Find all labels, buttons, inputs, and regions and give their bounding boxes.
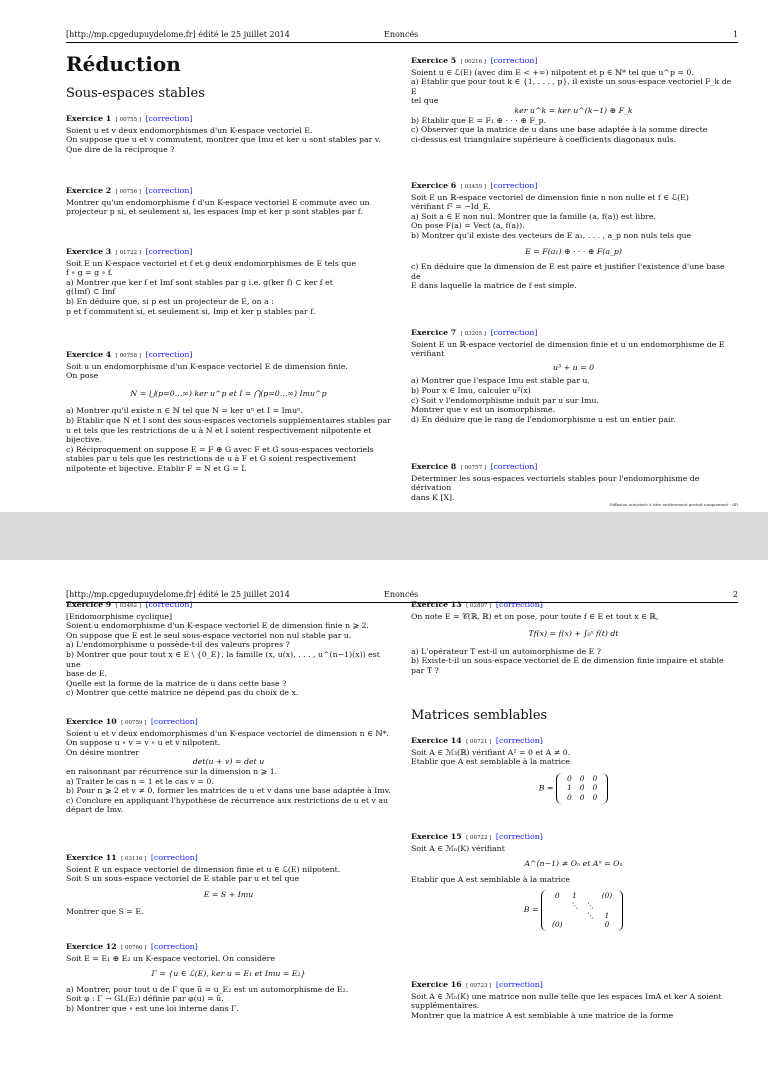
exercise-number: [ 01722 ] xyxy=(115,250,141,256)
exercise-line: a) Montrer qu'il existe n ∈ ℕ tel que N = ker uⁿ et I = Imuⁿ. xyxy=(66,406,303,416)
exercise-number: [ 00722 ] xyxy=(466,835,492,841)
exercise-line: a) Soit a ∈ E non nul. Montrer que la famille (a, f(a)) est libre. xyxy=(411,211,656,221)
section-title: Matrices semblables xyxy=(411,708,548,723)
equation: ker u^k = ker u^(k−1) ⊕ F_k xyxy=(514,105,633,115)
matrix-cell: 0 xyxy=(592,792,598,802)
exercise-line: Soit u un endomorphisme d'un K-espace vectoriel E de dimension finie. xyxy=(66,361,348,371)
exercise-title: Exercice 5 xyxy=(411,56,457,65)
exercise-line: a) L'opérateur T est-il un automorphisme de E ? xyxy=(411,646,601,656)
exercise-line: supplémentaires. xyxy=(411,1001,480,1011)
matrix-cell: 0 xyxy=(566,792,572,802)
exercise-7 xyxy=(411,328,736,424)
exercise-line: a) Montrer que l'espace Imu est stable par u. xyxy=(411,376,590,386)
exercise-number: [ 03205 ] xyxy=(460,331,486,337)
exercise-title: Exercice 6 xyxy=(411,181,457,190)
matrix-cell: 0 xyxy=(579,783,585,793)
exercise-title: Exercice 2 xyxy=(66,186,112,195)
correction-link[interactable]: [correction] xyxy=(490,181,538,190)
correction-link[interactable]: [correction] xyxy=(495,980,543,989)
exercise-title: Exercice 15 xyxy=(411,832,462,841)
exercise-14 xyxy=(411,736,736,810)
exercise-line: Soit φ : Γ → GL(E₂) définie par φ(u) = ũ. xyxy=(66,994,224,1004)
exercise-line: a) Etablir que pour tout k ∈ {1, . . . , p}, il existe un sous-espace vectoriel F_k de E xyxy=(411,77,732,96)
section-title: Sous-espaces stables xyxy=(66,86,205,101)
equation: E = S + Imu xyxy=(203,889,254,899)
header-rule xyxy=(66,42,738,43)
exercise-line: Soit A ∈ ℳ₃(ℝ) vérifiant A² = 0 et A ≠ 0. xyxy=(411,747,571,757)
exercise-line: f ∘ g = g ∘ f. xyxy=(66,268,114,278)
matrix-cell: 1 xyxy=(566,783,572,793)
exercise-number: [ 00723 ] xyxy=(466,983,492,989)
exercise-line: Soit E un K-espace vectoriel et f et g deux endomorphismes de E tels que xyxy=(66,258,356,268)
exercise-line: Déterminer les sous-espaces vectoriels stables pour l'endomorphisme de dérivation xyxy=(411,473,700,493)
exercise-number: [ 00216 ] xyxy=(460,59,486,65)
matrix-cell xyxy=(582,891,598,901)
matrix-block xyxy=(411,773,736,804)
exercise-line: tel que xyxy=(411,96,439,106)
exercise-2 xyxy=(66,186,391,217)
exercise-number: [ 00755 ] xyxy=(115,117,141,123)
exercise-line: On suppose u ∘ v = v ∘ u et v nilpotent. xyxy=(66,738,221,748)
exercise-number: [ 03462 ] xyxy=(115,603,141,609)
exercise-line: b) Existe-t-il un sous-espace vectoriel de E de dimension finie impaire et stable xyxy=(411,656,724,666)
exercise-line: b) Pour x ∈ Imu, calculer u²(x) xyxy=(411,385,531,395)
exercise-line: g(Imf) ⊂ Imf xyxy=(66,287,116,297)
correction-link[interactable]: [correction] xyxy=(150,853,198,862)
exercise-line: b) Montrer que pour tout x ∈ E \ {0_E}, la famille (x, u(x), . . . , u^(n−1)(x)) est une xyxy=(66,649,380,669)
matrix-label: B = xyxy=(538,783,554,793)
exercise-line: en raisonnant par récurrence sur la dimension n ⩾ 1. xyxy=(66,766,278,776)
header-url: [http://mp.cpgedupuydelome.fr] édité le 25 juillet 2014 xyxy=(66,590,290,599)
exercise-3 xyxy=(66,247,391,316)
exercise-title: Exercice 9 xyxy=(66,600,112,609)
exercise-title: Exercice 11 xyxy=(66,853,117,862)
exercise-number: [ 03116 ] xyxy=(121,856,147,862)
exercise-line: bijective. xyxy=(66,435,103,445)
exercise-line: vérifiant xyxy=(411,349,445,359)
exercise-line: Soit S un sous-espace vectoriel de E stable par u et tel que xyxy=(66,874,300,884)
exercise-line: Soit A ∈ ℳₙ(K) une matrice non nulle telle que les espaces ImA et ker A soient xyxy=(411,991,722,1001)
exercise-line: Que dire de la réciproque ? xyxy=(66,144,175,154)
exercise-line: Soient u et v deux endomorphismes d'un K-espace vectoriel E. xyxy=(66,125,313,135)
header-page-number: 1 xyxy=(732,30,738,39)
matrix-cell: 1 xyxy=(571,891,577,901)
matrix-cell xyxy=(598,901,617,911)
exercise-line: c) Réciproquement on suppose E = F ⊕ G avec F et G sous-espaces vectoriels xyxy=(66,444,374,454)
equation: E = F(a₁) ⊕ · · · ⊕ F(a_p) xyxy=(525,246,622,256)
exercise-line: c) Conclure en appliquant l'hypothèse de récurrence aux restrictions de u et v au xyxy=(66,795,389,805)
matrix-cell: 0 xyxy=(592,783,598,793)
exercise-line: a) L'endomorphisme u possède-t-il des valeurs propres ? xyxy=(66,640,290,650)
exercise-title: Exercice 4 xyxy=(66,350,112,359)
exercise-line: On suppose que u et v commutent, montrer que Imu et ker u sont stables par v. xyxy=(66,135,381,145)
exercise-line: Soient u et v deux endomorphismes d'un K-espace vectoriel de dimension n ∈ ℕ*. xyxy=(66,728,389,738)
equation: Tf(x) = f(x) + ∫₀ˣ f(t) dt xyxy=(528,629,619,639)
exercise-line: On désire montrer xyxy=(66,747,140,757)
correction-link[interactable]: [correction] xyxy=(145,350,193,359)
exercise-13 xyxy=(411,600,736,676)
exercise-line: a) Traiter le cas n = 1 et le cas v = 0. xyxy=(66,776,214,786)
matrix-cell: ⋱ xyxy=(586,910,594,920)
exercise-line: a) Montrer, pour tout u de Γ que ũ = u_E₂ est un automorphisme de E₂. xyxy=(66,984,349,994)
exercise-line: b) Etablir que N et I sont des sous-espaces vectoriels supplémentaires stables par xyxy=(66,415,391,425)
exercise-line: Montrer que S = E. xyxy=(66,907,144,917)
correction-link[interactable]: [correction] xyxy=(150,717,198,726)
page-1 xyxy=(0,0,768,512)
exercise-15 xyxy=(411,832,736,937)
exercise-title: Exercice 3 xyxy=(66,247,112,256)
exercise-6 xyxy=(411,181,736,291)
matrix xyxy=(556,773,608,804)
exercise-number: [ 02897 ] xyxy=(466,603,492,609)
matrix-cell: 0 xyxy=(579,792,585,802)
exercise-title: Exercice 7 xyxy=(411,328,457,337)
correction-link[interactable]: [correction] xyxy=(145,114,193,123)
exercise-title: Exercice 8 xyxy=(411,462,457,471)
exercise-line: dans K [X]. xyxy=(411,492,455,502)
matrix-cell: 0 xyxy=(566,773,572,783)
chapter-title: Réduction xyxy=(66,52,181,76)
exercise-title: Exercice 12 xyxy=(66,942,117,951)
equation: det(u + v) = det u xyxy=(192,757,265,767)
exercise-number: [ 00757 ] xyxy=(460,465,486,471)
exercise-line: Montrer que v est un isomorphisme. xyxy=(411,405,556,415)
exercise-8 xyxy=(411,462,736,502)
exercise-line: stables par u tels que les restrictions de u à F et G soient respectivement xyxy=(66,454,357,464)
exercise-number: [ 00721 ] xyxy=(466,739,492,745)
exercise-10 xyxy=(66,717,391,815)
matrix-cell xyxy=(582,920,598,930)
exercise-line: b) En déduire que, si p est un projecteur de E, on a : xyxy=(66,296,274,306)
exercise-number: [ 00756 ] xyxy=(115,189,141,195)
correction-link[interactable]: [correction] xyxy=(150,942,198,951)
exercise-title: Exercice 16 xyxy=(411,980,462,989)
exercise-11 xyxy=(66,853,391,917)
matrix-label: B = xyxy=(523,905,539,915)
correction-link[interactable]: [correction] xyxy=(490,56,538,65)
exercise-title: Exercice 10 xyxy=(66,717,117,726)
correction-link[interactable]: [correction] xyxy=(490,328,538,337)
matrix-cell xyxy=(548,911,567,921)
exercise-title: Exercice 14 xyxy=(411,736,462,745)
exercise-number: [ 00759 ] xyxy=(121,720,147,726)
exercise-9 xyxy=(66,600,391,698)
matrix-cell xyxy=(548,901,567,911)
exercise-line: d) En déduire que le rang de l'endomorphisme u est un entier pair. xyxy=(411,414,676,424)
exercise-line: départ de Imv. xyxy=(66,805,124,815)
correction-link[interactable]: [correction] xyxy=(490,462,538,471)
matrix xyxy=(541,890,623,930)
exercise-line: E dans laquelle la matrice de f est simple. xyxy=(411,281,577,291)
exercise-line: par T ? xyxy=(411,665,439,675)
page-footer: Diffusion autorisée à titre entièrement gratuit uniquement - dD xyxy=(609,502,738,507)
page-2 xyxy=(0,560,768,1072)
exercise-12 xyxy=(66,942,391,1014)
exercise-line: u et tels que les restrictions de u à N et I soient respectivement nilpotente et xyxy=(66,425,372,435)
equation: Γ = {u ∈ ℒ(E), ker u = E₁ et Imu = E₂} xyxy=(151,969,306,979)
matrix-cell xyxy=(567,911,583,921)
matrix-cell xyxy=(567,920,583,930)
header-center: Enoncés xyxy=(384,590,419,599)
matrix-cell: 0 xyxy=(604,920,610,930)
exercise-line: Montrer qu'un endomorphisme f d'un K-espace vectoriel E commute avec un xyxy=(66,197,370,207)
exercise-number: [ 00760 ] xyxy=(121,945,147,951)
correction-link[interactable]: [correction] xyxy=(495,600,543,609)
exercise-16 xyxy=(411,980,736,1020)
exercise-line: base de E. xyxy=(66,669,107,679)
correction-link[interactable]: [correction] xyxy=(145,186,193,195)
equation: u³ + u = 0 xyxy=(552,362,595,372)
matrix-cell: 0 xyxy=(579,773,585,783)
correction-link[interactable]: [correction] xyxy=(495,832,543,841)
exercise-line: nilpotente et bijective. Etablir F = N et G = I. xyxy=(66,463,247,473)
correction-link[interactable]: [correction] xyxy=(495,736,543,745)
exercise-line: Montrer que la matrice A est semblable à une matrice de la forme xyxy=(411,1010,674,1020)
matrix-cell: (0) xyxy=(601,891,613,901)
exercise-line: b) Etablir que E = F₁ ⊕ · · · ⊕ F_p. xyxy=(411,115,547,125)
exercise-line: c) Soit v l'endomorphisme induit par u sur Imu. xyxy=(411,395,599,405)
matrix-cell: 0 xyxy=(592,773,598,783)
equation: N = ⋃(p=0…∞) ker u^p et I = ⋂(p=0…∞) Imu^p xyxy=(130,388,327,398)
exercise-line: Quelle est la forme de la matrice de u dans cette base ? xyxy=(66,678,287,688)
matrix-cell: ⋱ xyxy=(586,900,594,910)
exercise-line: vérifiant f² = −Id_E. xyxy=(411,202,491,212)
exercise-line: c) En déduire que la dimension de E est paire et justifier l'existence d'une base de xyxy=(411,262,725,281)
exercise-number: [ 00758 ] xyxy=(115,353,141,359)
exercise-line: Soit A ∈ ℳₙ(K) vérifiant xyxy=(411,843,505,853)
exercise-line: Soit E = E₁ ⊕ E₂ un K-espace vectoriel. On considère xyxy=(66,953,275,963)
exercise-line: p et f commutent si, et seulement si, Imp et ker p stables par f. xyxy=(66,306,316,316)
correction-link[interactable]: [correction] xyxy=(145,600,193,609)
exercise-number: [ 03459 ] xyxy=(460,184,486,190)
exercise-line: On note E = 𝒞(ℝ, ℝ) et on pose, pour toute f ∈ E et tout x ∈ ℝ, xyxy=(411,611,659,621)
matrix-block xyxy=(411,890,736,930)
exercise-line: On pose F(a) = Vect (a, f(a)). xyxy=(411,221,525,231)
header-center: Enoncés xyxy=(384,30,419,39)
exercise-line: Soit E un ℝ-espace vectoriel de dimension finie n non nulle et f ∈ ℒ(E) xyxy=(411,192,689,202)
exercise-title: Exercice 1 xyxy=(66,114,112,123)
exercise-line: b) Pour n ⩾ 2 et v ≠ 0, former les matrices de u et v dans une base adaptée à Imv. xyxy=(66,786,391,796)
exercise-line: Soient u ∈ ℒ(E) (avec dim E < +∞) nilpotent et p ∈ ℕ* tel que u^p = 0. xyxy=(411,67,694,77)
header-url: [http://mp.cpgedupuydelome.fr] édité le 25 juillet 2014 xyxy=(66,30,290,39)
exercise-line: Etablir que A est semblable à la matrice xyxy=(411,874,570,884)
matrix-cell: 1 xyxy=(604,910,610,920)
exercise-line: projecteur p si, et seulement si, les espaces Imp et ker p sont stables par f. xyxy=(66,207,363,217)
matrix-cell: (0) xyxy=(551,920,563,930)
header-page-number: 2 xyxy=(732,590,738,599)
exercise-line: b) Montrer que ∘ est une loi interne dans Γ. xyxy=(66,1003,239,1013)
exercise-line: [Endomorphisme cyclique] xyxy=(66,611,173,621)
exercise-line: On suppose que E est le seul sous-espace vectoriel non nul stable par u. xyxy=(66,630,352,640)
matrix-cell: 0 xyxy=(554,891,560,901)
exercise-line: Etablir que A est semblable à la matrice xyxy=(411,757,570,767)
equation: A^(n−1) ≠ Oₙ et Aⁿ = Oₙ xyxy=(524,859,623,869)
matrix-cell: ⋱ xyxy=(570,900,579,910)
exercise-line: Soient E un espace vectoriel de dimension finie et u ∈ ℒ(E) nilpotent. xyxy=(66,864,341,874)
exercise-line: Soient E un ℝ-espace vectoriel de dimension finie et u un endomorphisme de E xyxy=(411,339,725,349)
correction-link[interactable]: [correction] xyxy=(145,247,193,256)
page-separator xyxy=(0,512,768,560)
exercise-line: c) Montrer que cette matrice ne dépend pas du choix de x. xyxy=(66,688,299,698)
exercise-1 xyxy=(66,114,391,154)
exercise-line: On pose xyxy=(66,371,99,381)
exercise-line: ci-dessus est triangulaire supérieure à coefficients diagonaux nuls. xyxy=(411,134,676,144)
exercise-line: c) Observer que la matrice de u dans une base adaptée à la somme directe xyxy=(411,125,708,135)
exercise-line: b) Montrer qu'il existe des vecteurs de E a₁, . . . , a_p non nuls tels que xyxy=(411,230,692,240)
exercise-line: a) Montrer que ker f et Imf sont stables par g i.e. g(ker f) ⊂ ker f et xyxy=(66,277,333,287)
exercise-title: Exercice 13 xyxy=(411,600,462,609)
exercise-5 xyxy=(411,56,736,144)
exercise-line: Soient u endomorphisme d'un K-espace vectoriel E de dimension finie n ⩾ 2. xyxy=(66,621,369,631)
exercise-4 xyxy=(66,350,391,474)
